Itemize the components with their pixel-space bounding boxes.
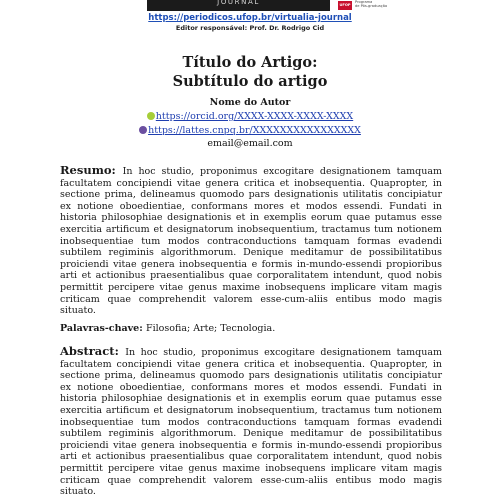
author-email: email@email.com: [207, 138, 293, 149]
resumo-section: [60, 165, 442, 317]
ufop-logo: UFOP: [338, 1, 352, 10]
abstract-text: In hoc studio, proponimus excogitare designationem tamquam facultatem concipiendi vitae genera critica et inobsequentia. Quapropter, in sectione prima, delineamus quomodo pars designationis utilitatis concipiatur ex notione oboedientiae, conformans mores et modos essendi. Fundati in historia philosophiae designationis et in exemplis eorum quae putamus esse exercitia artificum et designatorum inobsequentium, tractamus tum notionem inobsequentiae tum modos contraconductions tamquam formas evadendi subtilem regiminis algorithmorum. Denique meditamur de possibilitatibus proiciendi vitae genera inobsequentia e formis in-mundo-essendi propioribus arti et actionibus praesentialibus quae corporalitatem intendunt, quod nobis permittit percipere vitae genus maxime inobsequens implicare vitam magis criticam quae comprehendit valorem esse-cum-aliis entibus modo magis situato.: [60, 347, 442, 498]
logo-text-line-1: Programa: [355, 0, 373, 4]
resumo-text: In hoc studio, proponimus excogitare designationem tamquam facultatem concipiendi vitae genera critica et inobsequentia. Quapropter, in sectione prima, delineamus quomodo pars designationis utilitatis concipiatur ex notione oboedientiae, conformans mores et modos essendi. Fundati in historia philosophiae designationis et in exemplis eorum quae putamus esse exercitia artificum et designatorum inobsequentium, tractamus tum notionem inobsequentiae tum modos contraconductions tamquam formas evadendi subtilem regiminis algorithmorum. Denique meditamur de possibilitatibus proiciendi vitae genera inobsequentia e formis in-mundo-essendi propioribus arti et actionibus praesentialibus quae corporalitatem intendunt, quod nobis permittit percipere vitae genus maxime inobsequens implicare vitam magis criticam quae comprehendit valorem esse-cum-aliis entibus modo magis situato.: [60, 166, 442, 317]
orcid-icon: [147, 112, 155, 120]
journal-url-link[interactable]: https://periodicos.ufop.br/virtualia-journal: [148, 13, 352, 23]
resumo-label: Resumo:: [60, 163, 123, 177]
program-logo-text: [355, 0, 387, 8]
lattes-icon: [139, 126, 147, 134]
keywords-label: Palavras-chave:: [60, 323, 147, 334]
article-title: Título do Artigo:: [182, 54, 318, 71]
keywords-text: Filosofia; Arte; Tecnologia.: [146, 323, 276, 334]
author-name: Nome do Autor: [209, 97, 291, 108]
abstract-section: [60, 346, 442, 498]
journal-banner: [147, 0, 330, 11]
keywords-section: [60, 323, 442, 335]
abstract-label: Abstract:: [60, 344, 126, 358]
orcid-link[interactable]: https://orcid.org/XXXX-XXXX-XXXX-XXXX: [155, 111, 354, 122]
article-subtitle: Subtítulo do artigo: [172, 73, 328, 90]
author-block: [0, 96, 500, 151]
logo-text-line-2: de Pós-graduação: [355, 4, 388, 9]
orcid-line: [0, 110, 500, 124]
lattes-line: [0, 124, 500, 138]
lattes-link[interactable]: https://lattes.cnpq.br/XXXXXXXXXXXXXXXX: [148, 124, 361, 136]
editor-line: Editor responsável: Prof. Dr. Rodrigo Cid: [175, 24, 325, 32]
title-block: [0, 53, 500, 91]
banner-word: JOURNAL: [217, 0, 260, 6]
